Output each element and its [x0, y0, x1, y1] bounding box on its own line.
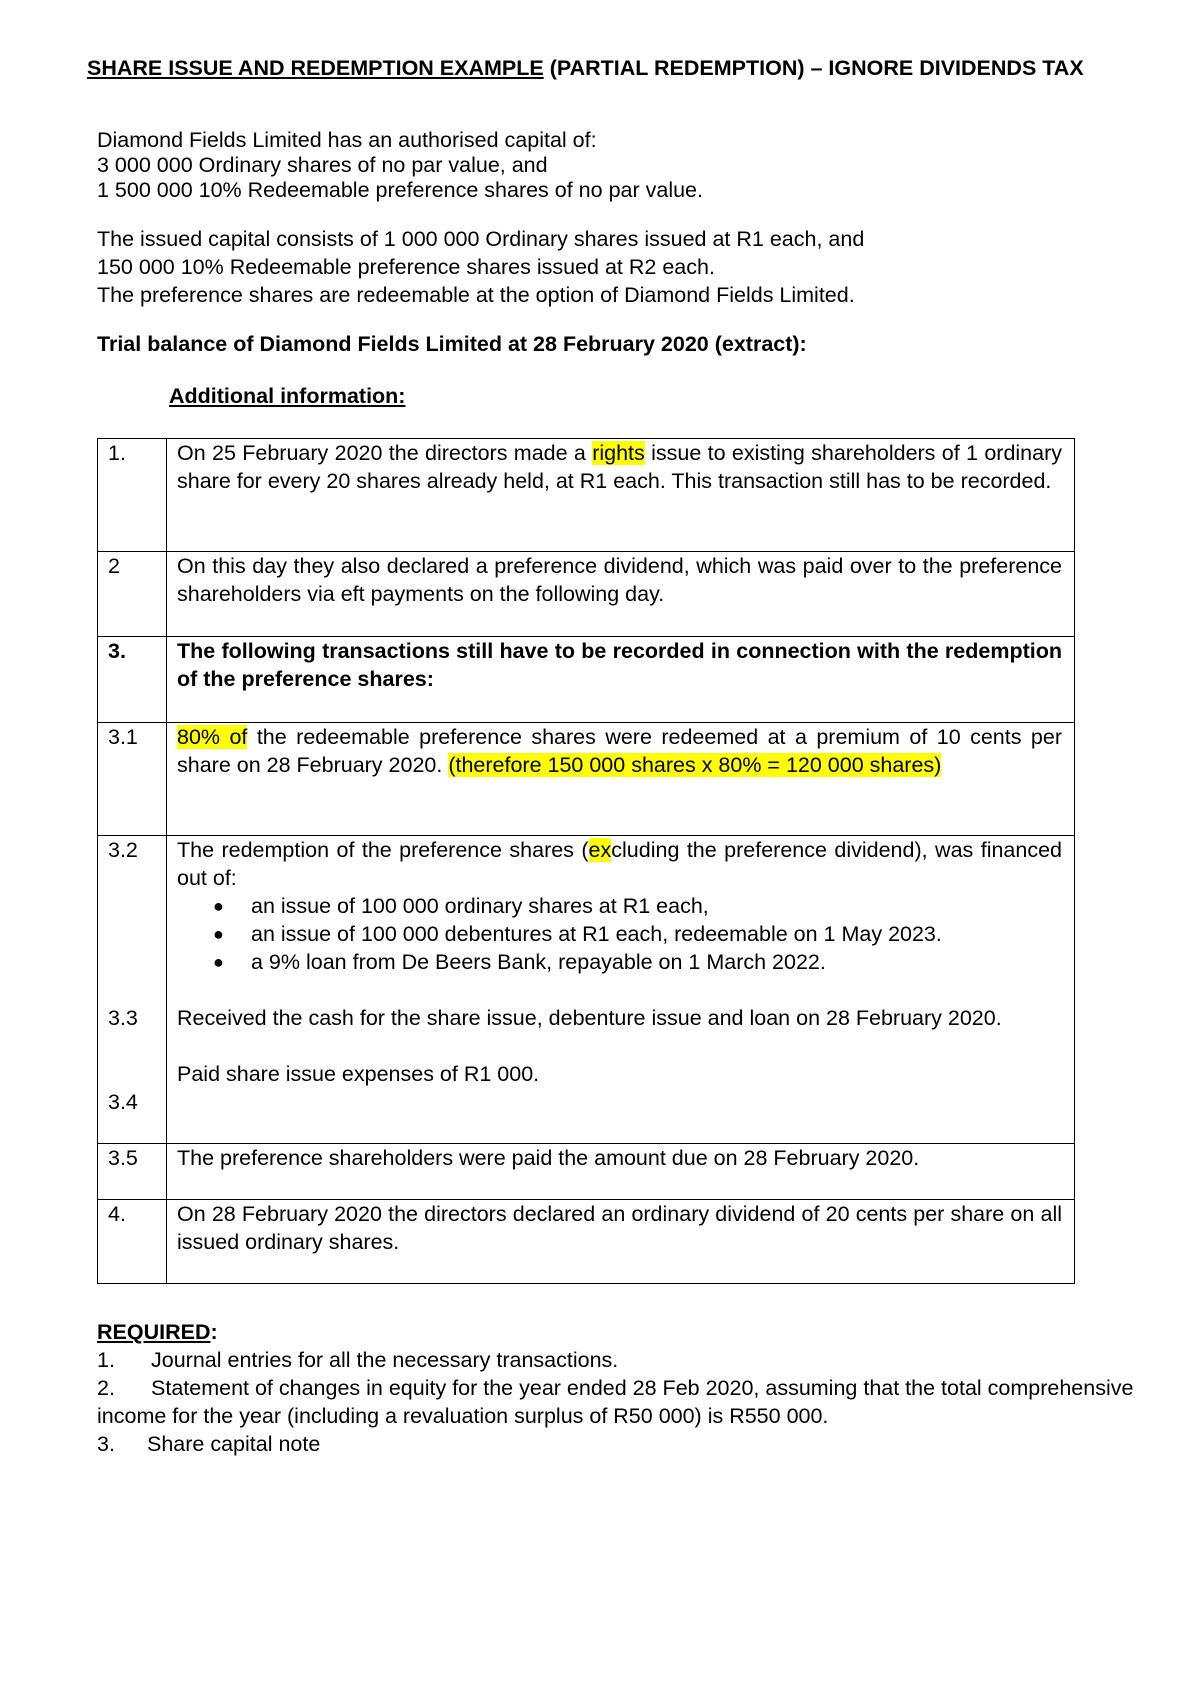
row-text: [167, 439, 1075, 552]
intro-line-1: Diamond Fields Limited has an authorised capital of:: [97, 128, 597, 152]
row-number: 3.1: [98, 723, 167, 836]
required-heading-text: REQUIRED: [97, 1320, 211, 1344]
required-section: [97, 1318, 1137, 1458]
table-row: [98, 439, 1075, 552]
row-number: 3.: [98, 637, 167, 723]
trial-balance-heading: Trial balance of Diamond Fields Limited at 28 February 2020 (extract):: [97, 332, 807, 356]
authorised-capital-paragraph: [97, 128, 703, 203]
document-title: [87, 56, 1087, 81]
row-text-part: the redeemable preference shares were redeemed at a premium of 10 cents per share on 28 February 2020.: [177, 725, 1062, 777]
issued-line-3: The preference shares are redeemable at the option of Diamond Fields Limited.: [97, 283, 855, 307]
required-item: [97, 1346, 1137, 1374]
required-item: [97, 1374, 1137, 1430]
required-item: [97, 1430, 1137, 1458]
row-number: 3.4: [108, 1090, 138, 1114]
required-item-text: Statement of changes in equity for the year ended 28 Feb 2020, assuming that the total comprehensive income for the year (including a revaluation surplus of R50 000) is R550 000.: [97, 1376, 1134, 1428]
row-text-group: [167, 836, 1075, 1144]
issued-line-1: The issued capital consists of 1 000 000 Ordinary shares issued at R1 each, and: [97, 227, 865, 251]
list-item: ● an issue of 100 000 debentures at R1 each, redeemable on 1 May 2023.: [251, 920, 1062, 948]
row-text-part: cluding the preference dividend), was financed out of:: [177, 838, 1063, 890]
table-row: [98, 723, 1075, 836]
required-heading: [97, 1318, 1137, 1346]
required-item-text: Share capital note: [147, 1432, 321, 1456]
table-row: [98, 552, 1075, 637]
row-number: 2: [98, 552, 167, 637]
required-item-text: Journal entries for all the necessary transactions.: [151, 1348, 619, 1372]
row-number: 3.2: [108, 838, 138, 862]
row-number-group: [98, 836, 167, 1144]
row-text: The preference shareholders were paid the amount due on 28 February 2020.: [167, 1144, 1075, 1200]
table-row: [98, 836, 1075, 1144]
additional-info-heading: Additional information:: [169, 384, 406, 408]
required-item-number: 1.: [97, 1348, 115, 1372]
row-text: On 28 February 2020 the directors declared an ordinary dividend of 20 cents per share on all issued ordinary shares.: [167, 1200, 1075, 1284]
issued-line-2: 150 000 10% Redeemable preference shares issued at R2 each.: [97, 255, 715, 279]
row-text: [167, 723, 1075, 836]
row-text-part: On 25 February 2020 the directors made a: [177, 441, 593, 465]
row-number: 3.3: [108, 1006, 138, 1030]
required-heading-colon: :: [210, 1320, 218, 1344]
row-text: The following transactions still have to be recorded in connection with the redemption of the preference shares:: [167, 637, 1075, 723]
highlight: rights: [592, 441, 645, 465]
highlight: ex: [588, 838, 612, 862]
table-row: [98, 1200, 1075, 1284]
row-number: 1.: [98, 439, 167, 552]
row-text-part: issue to existing shareholders of 1 ordinary share for every 20 shares already held, at R1 each. This transaction still has to be recorded.: [177, 441, 1062, 493]
financing-list: [177, 892, 1062, 976]
row-text: Received the cash for the share issue, debenture issue and loan on 28 February 2020.: [177, 1006, 1002, 1030]
required-item-number: 3.: [97, 1432, 115, 1456]
highlight: 80% of: [177, 725, 248, 749]
list-item: ● an issue of 100 000 ordinary shares at R1 each,: [251, 892, 1062, 920]
title-rest: (PARTIAL REDEMPTION) – IGNORE DIVIDENDS TAX: [543, 56, 1084, 80]
additional-info-table: [97, 438, 1075, 1284]
row-text: [177, 836, 1062, 892]
table-row: [98, 637, 1075, 723]
row-number: 3.5: [98, 1144, 167, 1200]
row-text: On this day they also declared a preference dividend, which was paid over to the preference shareholders via eft payments on the following day.: [167, 552, 1075, 637]
highlight: (therefore 150 000 shares x 80% = 120 000 shares): [448, 753, 942, 777]
row-number: 4.: [98, 1200, 167, 1284]
row-text-part: The redemption of the preference shares (: [177, 838, 589, 862]
required-item-number: 2.: [97, 1376, 115, 1400]
title-underlined: SHARE ISSUE AND REDEMPTION EXAMPLE: [87, 56, 544, 80]
issued-capital-paragraph: [97, 225, 864, 309]
intro-line-2: 3 000 000 Ordinary shares of no par value, and: [97, 153, 548, 177]
row-text: Paid share issue expenses of R1 000.: [177, 1062, 540, 1086]
list-item: ● a 9% loan from De Beers Bank, repayable on 1 March 2022.: [251, 948, 1062, 976]
intro-line-3: 1 500 000 10% Redeemable preference shares of no par value.: [97, 178, 703, 202]
table-row: [98, 1144, 1075, 1200]
